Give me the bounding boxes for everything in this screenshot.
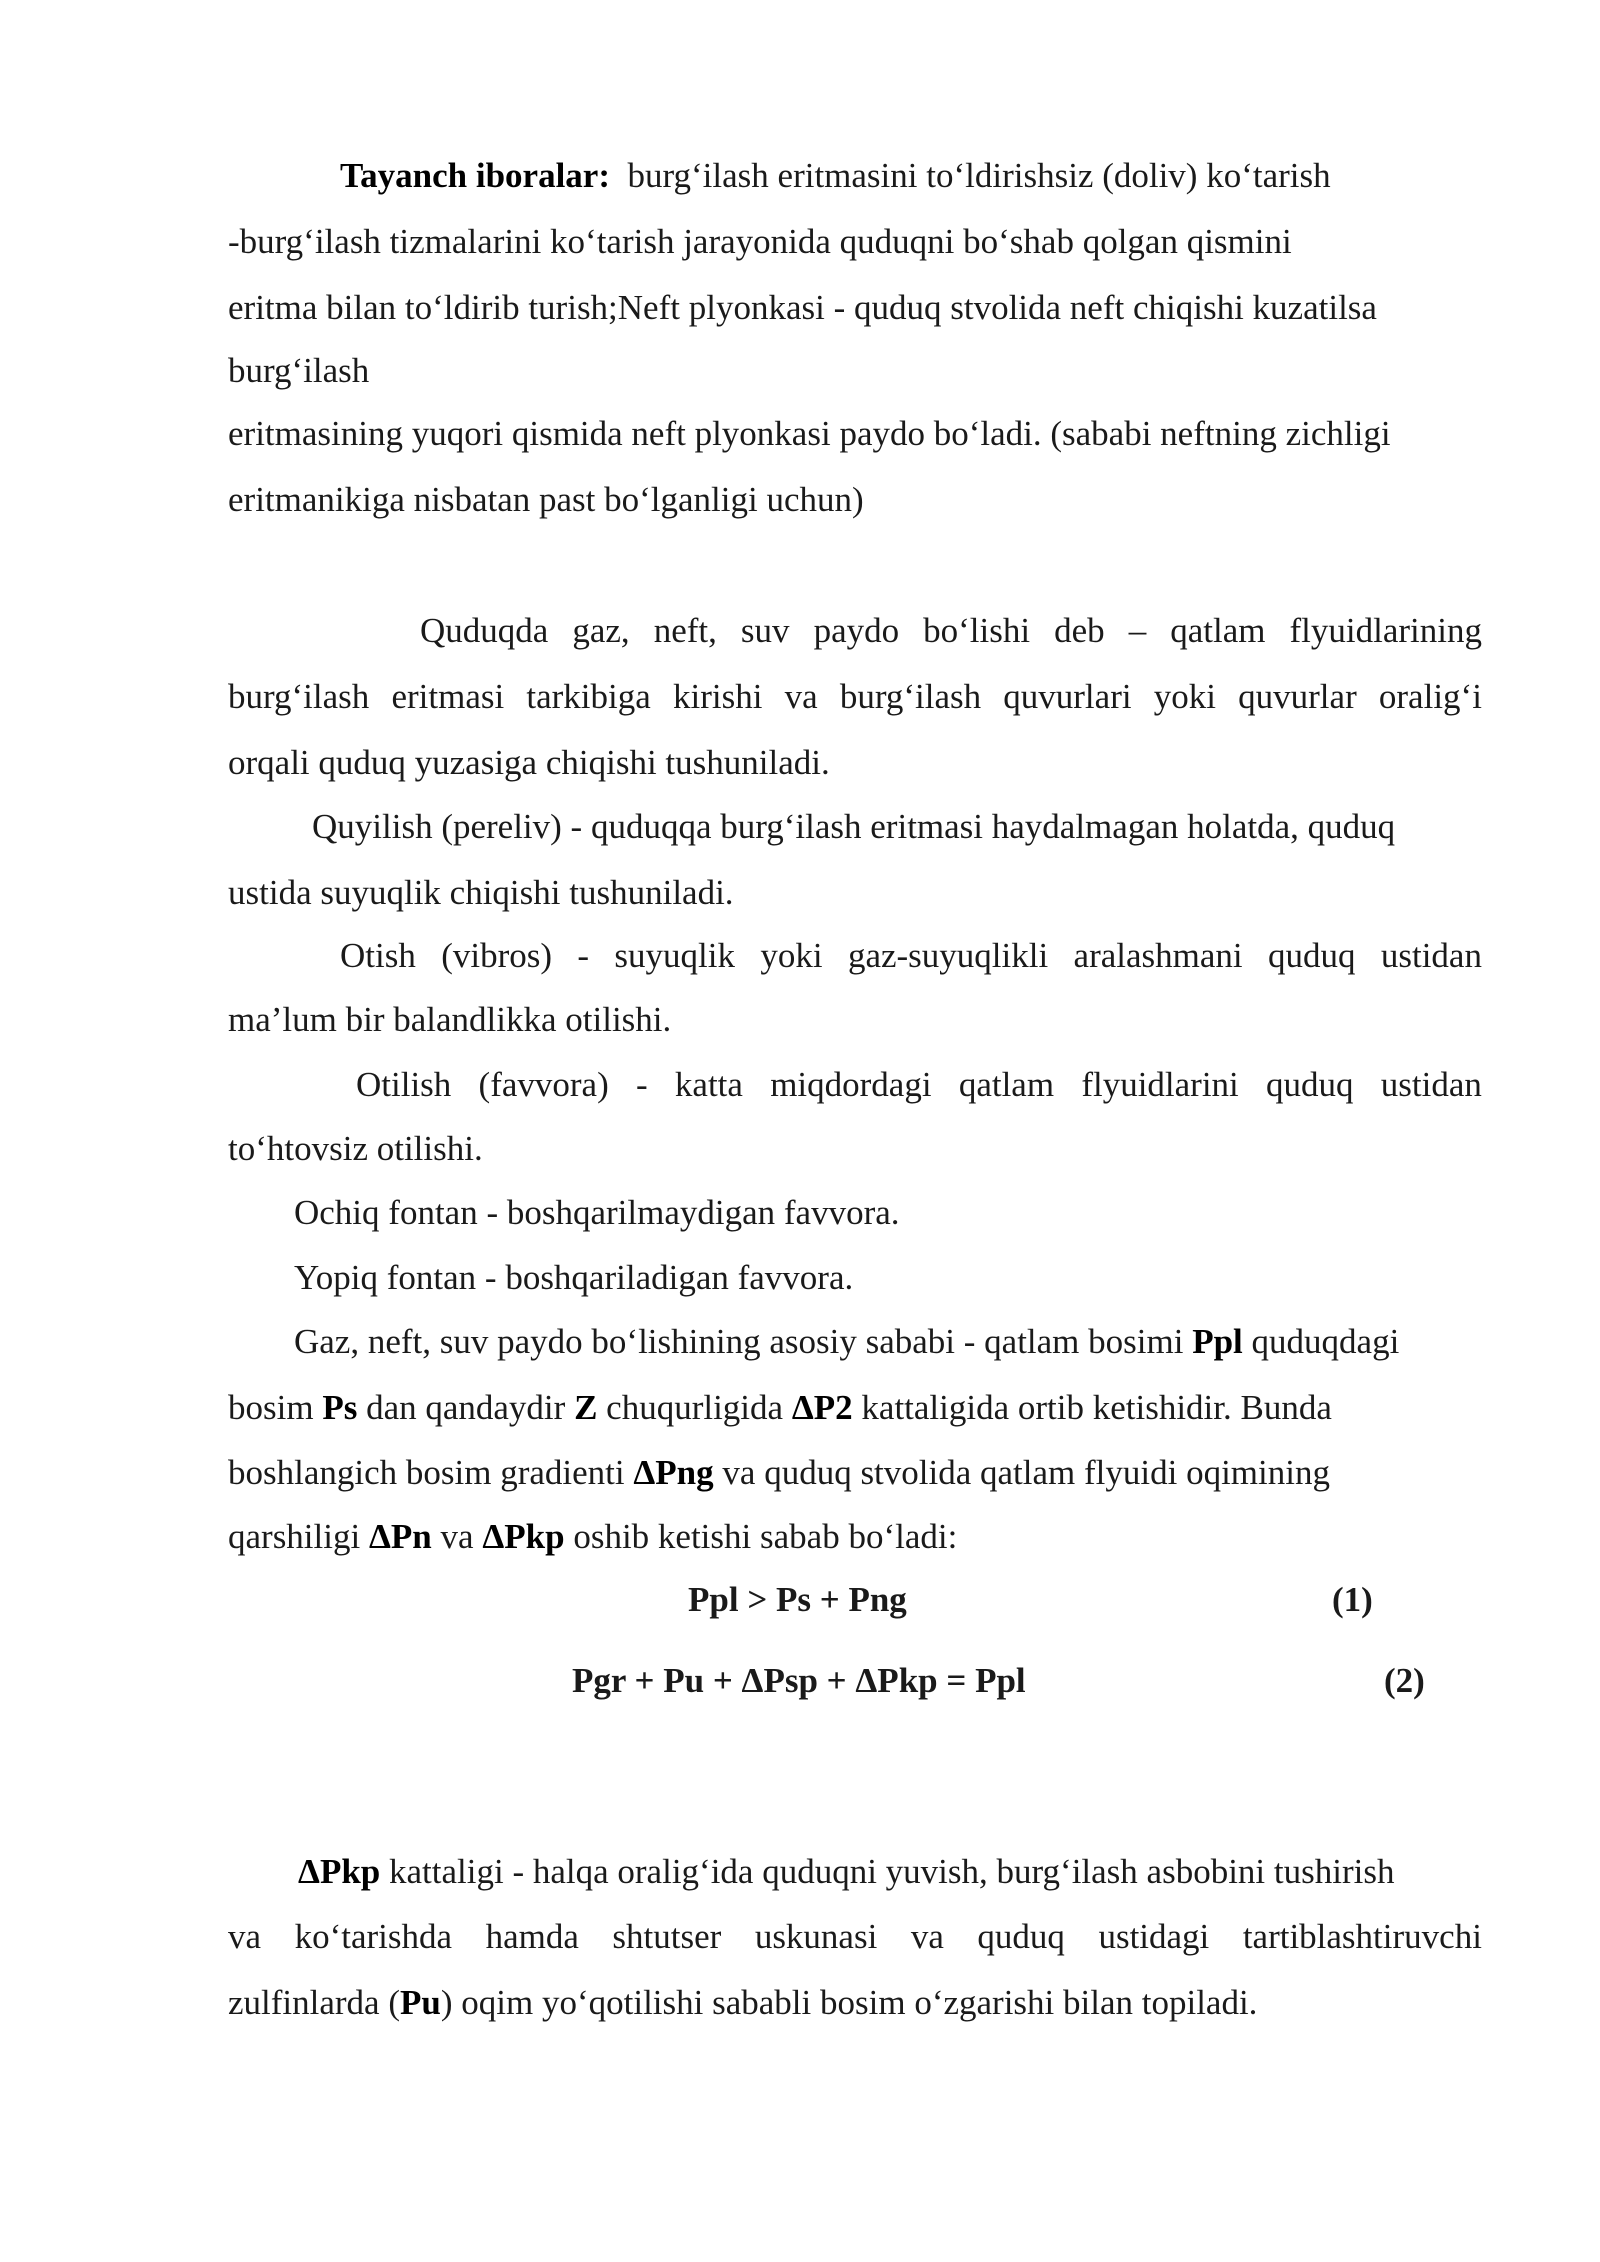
word: tartiblashtiruvchi — [1242, 1917, 1482, 1956]
keywords-line-3: eritma bilan to‘ldirib turish;Neft plyonkasi - quduq stvolida neft chiqishi kuzatilsa — [228, 288, 1377, 327]
para-favvora-line-2: to‘htovsiz otilishi. — [228, 1129, 483, 1168]
text-run: bosim — [228, 1388, 323, 1427]
word: qatlam — [1170, 611, 1266, 650]
symbol-dpkp: ΔPkp — [482, 1517, 565, 1556]
text-run: quduqdagi — [1242, 1322, 1400, 1361]
keywords-line-6: eritmanikiga nisbatan past bo‘lganligi uchun) — [228, 480, 864, 519]
symbol-ps: Ps — [322, 1388, 358, 1427]
word: qatlam — [958, 1065, 1055, 1104]
para-cause-line-1 — [294, 1320, 1399, 1364]
word: va — [910, 1917, 944, 1956]
text-run: dan qandaydir — [357, 1388, 575, 1427]
word: (favvora) — [478, 1065, 609, 1104]
text-run: kattaligi - halqa oralig‘ida quduqni yuvish, burg‘ilash asbobini tushirish — [380, 1852, 1395, 1891]
word: eritmasi — [391, 677, 505, 716]
word: yoki — [1153, 677, 1216, 716]
para-kp-line-3 — [228, 1981, 1257, 2025]
word: ustidan — [1380, 936, 1482, 975]
closed-fountain-line: Yopiq fontan - boshqariladigan favvora. — [294, 1258, 854, 1297]
word: Quduqda — [420, 611, 549, 650]
word: Otilish — [356, 1065, 452, 1104]
symbol-pu: Pu — [400, 1983, 441, 2022]
word: - — [636, 1065, 648, 1104]
word: bo‘lishi — [923, 611, 1031, 650]
word: neft, — [653, 611, 717, 650]
symbol-z: Z — [574, 1388, 598, 1427]
para-vibros-line-1 — [340, 934, 1482, 978]
word: burg‘ilash — [839, 677, 982, 716]
para-cause-line-2 — [228, 1386, 1332, 1430]
keywords-line-1 — [340, 154, 1331, 198]
word: uskunasi — [754, 1917, 878, 1956]
text-run: va — [431, 1517, 483, 1556]
word: va — [228, 1917, 262, 1956]
formula-2: Pgr + Pu + ΔPsp + ΔPkp = Ppl — [572, 1661, 1026, 1700]
word: katta — [674, 1065, 743, 1104]
text-run: ) oqim yo‘qotilishi sababli bosim o‘zgarishi bilan topiladi. — [440, 1983, 1258, 2022]
formula-2-number: (2) — [1384, 1661, 1425, 1700]
word: flyuidlarining — [1289, 611, 1482, 650]
text-run: chuqurligida — [597, 1388, 792, 1427]
para-favvora-line-1 — [356, 1063, 1482, 1107]
text-run: qarshiligi — [228, 1517, 369, 1556]
para-cause-line-4 — [228, 1515, 957, 1559]
word: hamda — [485, 1917, 579, 1956]
text-run: zulfinlarda ( — [228, 1983, 400, 2022]
word: aralashmani — [1073, 936, 1243, 975]
word: yoki — [760, 936, 823, 975]
text-run: Gaz, neft, suv paydo bo‘lishining asosiy sababi - qatlam bosimi — [294, 1322, 1193, 1361]
word: quvurlar — [1238, 677, 1357, 716]
word: kirishi — [672, 677, 763, 716]
para-kp-line-2 — [228, 1915, 1482, 1959]
word: quduq — [977, 1917, 1065, 1956]
word: – — [1128, 611, 1147, 650]
keywords-line-2: -burg‘ilash tizmalarini ko‘tarish jarayonida quduqni bo‘shab qolgan qismini — [228, 222, 1292, 261]
para-pereliv-line-2: ustida suyuqlik chiqishi tushuniladi. — [228, 873, 734, 912]
text-run: va quduq stvolida qatlam flyuidi oqimining — [713, 1453, 1330, 1492]
symbol-ppl: Ppl — [1192, 1322, 1243, 1361]
text-run: boshlangich bosim gradienti — [228, 1453, 634, 1492]
formula-1: Ppl > Ps + Png — [688, 1580, 907, 1619]
word: suyuqlik — [614, 936, 735, 975]
word: tarkibiga — [526, 677, 651, 716]
word: ustidagi — [1098, 1917, 1210, 1956]
para-cause-line-3 — [228, 1451, 1330, 1495]
word: ko‘tarishda — [294, 1917, 453, 1956]
para-kp-line-1 — [298, 1850, 1394, 1894]
word: ustidan — [1380, 1065, 1482, 1104]
keywords-line-5: eritmasining yuqori qismida neft plyonkasi paydo bo‘ladi. (sababi neftning zichligi — [228, 414, 1391, 453]
open-fountain-line: Ochiq fontan - boshqarilmaydigan favvora. — [294, 1193, 900, 1232]
word: quduq — [1266, 1065, 1354, 1104]
word: quduq — [1268, 936, 1356, 975]
word: shtutser — [612, 1917, 722, 1956]
word: gaz, — [572, 611, 630, 650]
para-vibros-line-2: ma’lum bir balandlikka otilishi. — [228, 1000, 672, 1039]
text-run: kattaligida ortib ketishidir. Bunda — [852, 1388, 1332, 1427]
word: deb — [1054, 611, 1105, 650]
word: (vibros) — [441, 936, 553, 975]
word: suv — [740, 611, 790, 650]
keywords-line-4: burg‘ilash — [228, 351, 370, 390]
keywords-text: burg‘ilash eritmasini to‘ldirishsiz (doliv) ko‘tarish — [627, 156, 1331, 195]
word: va — [784, 677, 818, 716]
word: flyuidlarini — [1081, 1065, 1239, 1104]
keywords-label: Tayanch iboralar: — [340, 156, 610, 195]
formula-1-number: (1) — [1332, 1580, 1373, 1619]
symbol-dpn: ΔPn — [368, 1517, 432, 1556]
text-run: oshib ketishi sabab bo‘ladi: — [564, 1517, 958, 1556]
para-gas-line-1 — [420, 609, 1482, 653]
word: miqdordagi — [770, 1065, 932, 1104]
word: burg‘ilash — [228, 677, 370, 716]
word: gaz-suyuqlikli — [847, 936, 1049, 975]
symbol-dpng: ΔPng — [633, 1453, 714, 1492]
word: Otish — [340, 936, 416, 975]
para-gas-line-3: orqali quduq yuzasiga chiqishi tushuniladi. — [228, 743, 830, 782]
symbol-dpkp: ΔPkp — [298, 1852, 381, 1891]
word: paydo — [813, 611, 900, 650]
para-pereliv-line-1: Quyilish (pereliv) - quduqqa burg‘ilash eritmasi haydalmagan holatda, quduq — [312, 807, 1396, 846]
para-gas-line-2 — [228, 675, 1482, 719]
word: quvurlari — [1003, 677, 1132, 716]
symbol-dp2: ΔP2 — [791, 1388, 853, 1427]
word: - — [577, 936, 590, 975]
word: oralig‘i — [1378, 677, 1482, 716]
